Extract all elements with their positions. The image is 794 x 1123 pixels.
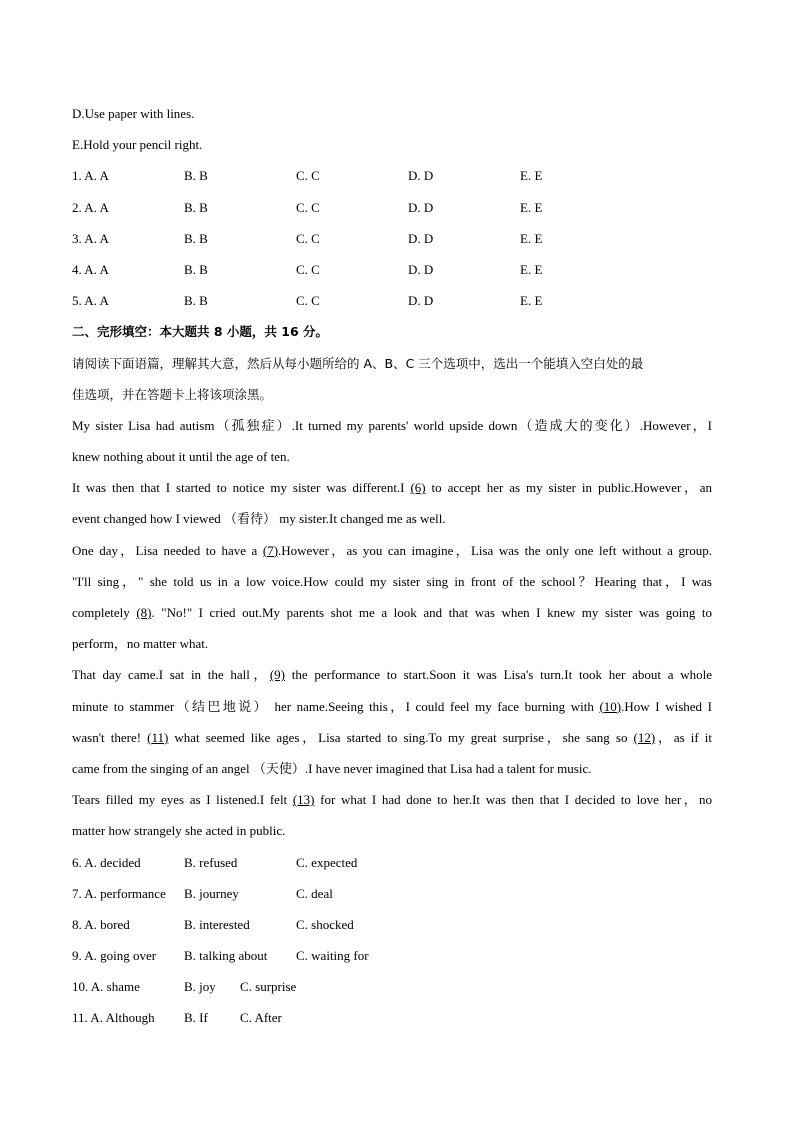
question-option: C. deal <box>296 885 333 901</box>
question-option: 8. A. bored <box>72 916 130 932</box>
blank-marker: (8) <box>136 605 152 620</box>
passage-text: My sister Lisa had autism（孤独症）.It turned my parents' world upside down（造成大的变化）.However，I <box>72 417 712 433</box>
passage-line <box>72 722 712 753</box>
answer-option: 5. A. A <box>72 293 109 309</box>
blank-marker: (10) <box>599 698 622 714</box>
passage-line <box>72 659 712 690</box>
question-row <box>72 878 722 909</box>
question-row <box>72 909 722 940</box>
document-page <box>72 98 722 1034</box>
answer-option: B. B <box>184 261 208 277</box>
passage-text: for what I had done to her.It was then that I decided to love her，no <box>314 792 713 808</box>
blank-marker: (6) <box>410 480 426 496</box>
answer-option: C. C <box>296 168 320 184</box>
passage-text: .How I wished I <box>621 698 712 714</box>
question-option: B. joy <box>184 979 216 995</box>
passage-text: event changed how I viewed （看待） my sister.It changed me as well. <box>72 511 446 527</box>
blank-marker: (12) <box>633 729 656 745</box>
passage-line <box>72 410 712 441</box>
answer-option: D. D <box>408 168 434 184</box>
question-option: 10. A. shame <box>72 979 140 995</box>
answer-option: D. D <box>408 230 434 246</box>
matching-answer-rows <box>72 160 722 316</box>
passage-line <box>72 784 712 815</box>
question-list <box>72 847 722 1034</box>
answer-option: C. C <box>296 261 320 277</box>
passage-text: came from the singing of an angel （天使）.I have never imagined that Lisa had a talent for music. <box>72 760 592 776</box>
passage-text: wasn't there! <box>72 729 148 745</box>
passage-text: what seemed like ages，Lisa started to sing.To my great surprise，she sang so <box>168 729 634 745</box>
passage-text: .However，as you can imagine，Lisa was the only one left without a group. <box>278 542 713 558</box>
answer-option: E. E <box>520 293 543 309</box>
answer-option: D. D <box>408 199 434 215</box>
passage-text: That day came.I sat in the hall， <box>72 667 270 683</box>
question-option: C. surprise <box>240 979 297 995</box>
question-option: C. waiting for <box>296 948 369 964</box>
blank-marker: (9) <box>269 667 286 683</box>
passage-line <box>72 566 712 597</box>
answer-option: B. B <box>184 168 208 184</box>
answer-row <box>72 254 722 285</box>
question-option: 11. A. Although <box>72 1010 155 1026</box>
passage-text: "I'll sing，" she told us in a low voice.How could my sister sing in front of the school？Hearing that，I was <box>72 573 712 589</box>
question-row <box>72 971 722 1002</box>
passage-text: knew nothing about it until the age of ten. <box>72 449 290 465</box>
question-option: 7. A. performance <box>72 885 166 901</box>
question-row <box>72 1002 722 1033</box>
section-heading: 二、完形填空：本大题共 8 小题，共 16 分。 <box>72 324 329 340</box>
passage-line <box>72 441 722 472</box>
passage-text: to accept her as my sister in public.However，an <box>425 480 712 496</box>
passage-line <box>72 628 722 659</box>
answer-option: 4. A. A <box>72 261 109 277</box>
passage-line <box>72 472 712 503</box>
answer-option: C. C <box>296 199 320 215</box>
passage-line <box>72 597 712 628</box>
blank-marker: (13) <box>292 792 315 808</box>
instruction-line: 佳选项，并在答题卡上将该项涂黑。 <box>72 386 273 402</box>
question-row <box>72 847 722 878</box>
passage-text: Tears filled my eyes as I listened.I felt <box>72 792 293 808</box>
passage-line <box>72 691 712 722</box>
answer-option: E. E <box>520 261 543 277</box>
answer-option: 3. A. A <box>72 230 109 246</box>
passage-text: minute to stammer（结巴地说） her name.Seeing this，I could feel my face burning with <box>72 698 600 714</box>
instruction-line: 请阅读下面语篇，理解其大意，然后从每小题所给的 A、B、C 三个选项中，选出一个能填入空白处的最 <box>72 355 644 371</box>
answer-option: E. E <box>520 199 543 215</box>
blank-marker: (7) <box>262 542 279 558</box>
answer-row <box>72 285 722 316</box>
passage-text: It was then that I started to notice my sister was different.I <box>72 480 411 496</box>
answer-row <box>72 160 722 191</box>
passage-line <box>72 535 712 566</box>
passage-line <box>72 815 722 846</box>
option-d-text: D.Use paper with lines. <box>72 106 195 121</box>
answer-option: B. B <box>184 293 208 309</box>
answer-option: 1. A. A <box>72 168 109 184</box>
answer-option: C. C <box>296 293 320 309</box>
passage-line <box>72 753 722 784</box>
answer-option: B. B <box>184 199 208 215</box>
question-row <box>72 940 722 971</box>
answer-option: D. D <box>408 293 434 309</box>
question-option: B. If <box>184 1010 208 1026</box>
passage-text: matter how strangely she acted in public. <box>72 823 286 839</box>
passage-text: the performance to start.Soon it was Lisa's turn.It took her about a whole <box>285 667 712 683</box>
answer-option: C. C <box>296 230 320 246</box>
question-option: B. journey <box>184 885 239 901</box>
question-option: B. refused <box>184 854 238 870</box>
question-option: C. shocked <box>296 916 354 932</box>
answer-row <box>72 192 722 223</box>
answer-row <box>72 223 722 254</box>
question-option: 6. A. decided <box>72 854 141 870</box>
passage-text: completely <box>72 605 137 620</box>
answer-option: D. D <box>408 261 434 277</box>
answer-option: E. E <box>520 230 543 246</box>
question-option: 9. A. going over <box>72 948 157 964</box>
passage-text: ，as if it <box>655 729 712 745</box>
passage-line <box>72 503 722 534</box>
answer-option: E. E <box>520 168 543 184</box>
cloze-passage <box>72 410 722 847</box>
answer-option: 2. A. A <box>72 199 109 215</box>
question-option: B. interested <box>184 916 250 932</box>
question-option: B. talking about <box>184 948 268 964</box>
passage-text: . "No!" I cried out.My parents shot me a look and that was when I knew my sister was going to <box>151 605 712 620</box>
option-e-text: E.Hold your pencil right. <box>72 137 203 153</box>
passage-text: perform，no matter what. <box>72 636 209 652</box>
question-option: C. After <box>240 1010 282 1026</box>
question-option: C. expected <box>296 854 358 870</box>
passage-text: One day，Lisa needed to have a <box>72 542 263 558</box>
blank-marker: (11) <box>147 729 169 745</box>
answer-option: B. B <box>184 230 208 246</box>
